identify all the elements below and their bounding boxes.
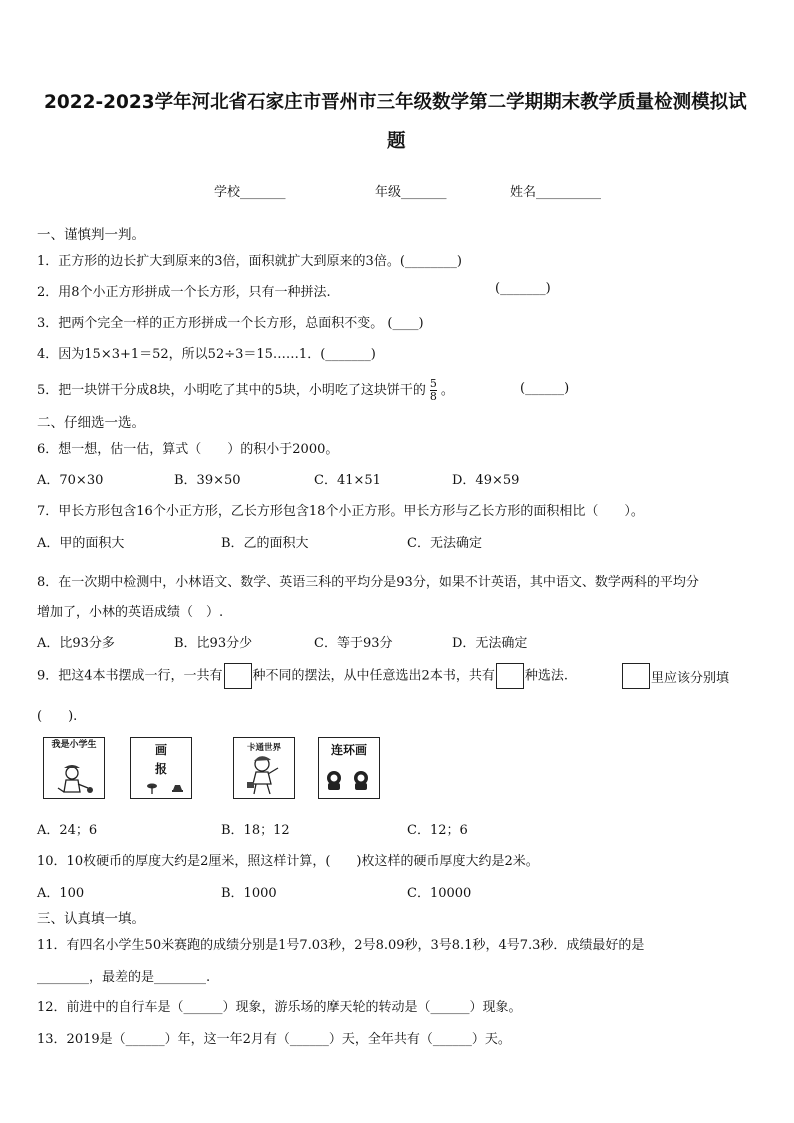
- book-1-title: 我是小学生: [51, 740, 97, 750]
- question-8-line2: 增加了，小林的英语成绩（ ）.: [37, 605, 224, 620]
- student-figure-icon: [44, 738, 102, 796]
- question-3: 3．把两个完全一样的正方形拼成一个长方形，总面积不变。 (____): [37, 316, 424, 331]
- book-2-title-line1: 画: [154, 743, 167, 757]
- question-13: 13．2019是（______）年，这一年2月有（______）天，全年共有（______）天。: [37, 1032, 511, 1047]
- question-11-line2[interactable]: ________，最差的是________.: [37, 970, 211, 985]
- q9-option-a[interactable]: A．24；6: [37, 823, 98, 838]
- q9-answer-box-1[interactable]: [224, 663, 252, 689]
- section-heading-3: 三、认真填一填。: [37, 911, 145, 927]
- q10-option-a[interactable]: A．100: [37, 886, 85, 901]
- book-2-title-line2: 报: [154, 762, 167, 776]
- q7-option-b[interactable]: B．乙的面积大: [221, 536, 309, 551]
- q10-option-c[interactable]: C．10000: [407, 886, 472, 901]
- question-2-answer-blank[interactable]: (_______): [495, 281, 551, 296]
- question-7: 7．甲长方形包含16个小正方形，乙长方形包含18个小正方形。甲长方形与乙长方形的面积相比（ ）。: [37, 504, 644, 519]
- book-3-title: 卡通世界: [246, 743, 281, 753]
- q6-option-d[interactable]: D．49×59: [452, 473, 520, 488]
- book-picture-3: [233, 737, 295, 799]
- page-title-line1: 2022-2023学年河北省石家庄市晋州市三年级数学第二学期期末教学质量检测模拟试: [44, 92, 747, 113]
- q10-option-b[interactable]: B．1000: [221, 886, 277, 901]
- q7-option-c[interactable]: C．无法确定: [407, 536, 482, 551]
- question-2: 2．用8个小正方形拼成一个长方形，只有一种拼法.: [37, 285, 331, 300]
- fraction-denominator: 8: [429, 390, 437, 403]
- question-5-end: 。: [440, 383, 454, 398]
- question-8-line1: 8．在一次期中检测中，小林语文、数学、英语三科的平均分是93分，如果不计英语，其中语文、数学两科的平均分: [37, 575, 699, 590]
- q8-option-a[interactable]: A．比93分多: [37, 636, 115, 651]
- picture-items-icon: [131, 738, 189, 796]
- question-1: 1．正方形的边长扩大到原来的3倍，面积就扩大到原来的3倍。(________): [37, 254, 462, 269]
- q9-part3: 种选法.: [524, 668, 568, 684]
- fraction-numerator: 5: [429, 377, 437, 390]
- page-title-line2: 题: [387, 131, 406, 152]
- q9-part1: 9．把这4本书摆成一行，一共有: [37, 668, 223, 684]
- q7-option-a[interactable]: A．甲的面积大: [37, 536, 125, 551]
- panda-pair-icon: [319, 738, 377, 796]
- q6-option-a[interactable]: A．70×30: [37, 473, 104, 488]
- q8-option-d[interactable]: D．无法确定: [452, 636, 528, 651]
- q9-answer-box-3[interactable]: [622, 663, 650, 689]
- question-12: 12．前进中的自行车是（______）现象，游乐场的摩天轮的转动是（______）现象。: [37, 1000, 522, 1015]
- book-picture-1: [43, 737, 105, 799]
- q6-option-b[interactable]: B．39×50: [174, 473, 241, 488]
- question-5-text: 5．把一块饼干分成8块，小明吃了其中的5块，小明吃了这块饼干的: [37, 383, 426, 398]
- question-9-line1: [37, 663, 568, 690]
- question-5: [37, 378, 454, 403]
- q8-option-b[interactable]: B．比93分少: [174, 636, 253, 651]
- q9-answer-box-2[interactable]: [496, 663, 524, 689]
- question-4: 4．因为15×3+1＝52，所以52÷3＝15……1．(_______): [37, 347, 376, 362]
- q9-option-b[interactable]: B．18；12: [221, 823, 290, 838]
- name-field[interactable]: 姓名__________: [510, 185, 602, 200]
- q9-part2: 种不同的摆法，从中任意选出2本书，共有: [252, 668, 495, 684]
- book-4-title: 连环画: [330, 743, 367, 757]
- q9-part4: 里应该分别填: [651, 671, 730, 686]
- q9-option-c[interactable]: C．12；6: [407, 823, 468, 838]
- question-9-line2: ( ).: [37, 709, 78, 724]
- cartoon-girl-icon: [234, 738, 292, 796]
- question-5-answer-blank[interactable]: (______): [520, 381, 570, 396]
- fraction-five-eighths: [430, 378, 437, 403]
- school-field[interactable]: 学校_______: [214, 185, 286, 200]
- book-picture-2: [130, 737, 192, 799]
- question-6: 6．想一想，估一估，算式（ ）的积小于2000。: [37, 442, 339, 457]
- question-10: 10．10枚硬币的厚度大约是2厘米，照这样计算，( )枚这样的硬币厚度大约是2米。: [37, 854, 539, 869]
- q8-option-c[interactable]: C．等于93分: [314, 636, 393, 651]
- section-heading-1: 一、谨慎判一判。: [37, 227, 145, 243]
- question-11-line1: 11．有四名小学生50米赛跑的成绩分别是1号7.03秒，2号8.09秒，3号8.1秒，4号7.3秒．成绩最好的是: [37, 938, 645, 953]
- section-heading-2: 二、仔细选一选。: [37, 415, 145, 431]
- grade-field[interactable]: 年级_______: [375, 185, 447, 200]
- book-picture-4: [318, 737, 380, 799]
- q6-option-c[interactable]: C．41×51: [314, 473, 381, 488]
